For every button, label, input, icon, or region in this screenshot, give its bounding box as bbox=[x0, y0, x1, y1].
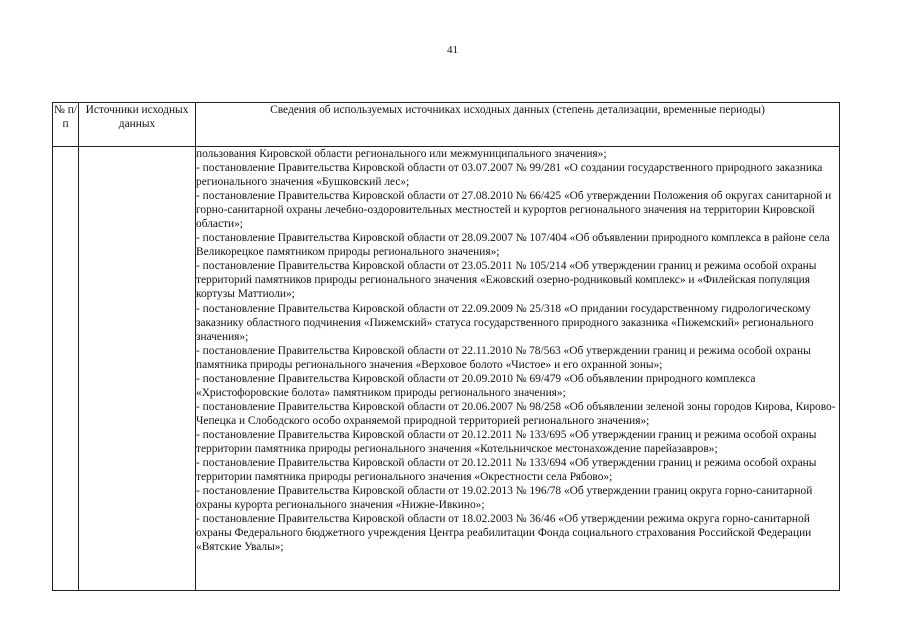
list-item: - постановление Правительства Кировской области от 20.09.2010 № 69/479 «Об объявлении природного комплекса «Христофоровские болота» памятником природы регионального значения»; bbox=[196, 372, 756, 399]
list-item: - постановление Правительства Кировской области от 20.06.2007 № 98/258 «Об объявлении зеленой зоны городов Кирова, Кирово-Чепецка и Слободского особо охраняемой природной территорией регионального значения»; bbox=[196, 400, 836, 427]
list-item: - постановление Правительства Кировской области от 27.08.2010 № 66/425 «Об утверждении Положения об округах санитарной и горно-санитарной охраны лечебно-оздоровительных местностей и курортов регионального значения на территории Кировской области»; bbox=[196, 190, 832, 231]
number-cell bbox=[53, 147, 79, 591]
list-item: - постановление Правительства Кировской области от 22.11.2010 № 78/563 «Об утверждении границ и режима особой охраны памятника природы регионального значения «Верховое болото «Чистое» и его охранной зоны»; bbox=[196, 344, 811, 371]
sources-cell bbox=[79, 147, 196, 591]
list-item: - постановление Правительства Кировской области от 22.09.2009 № 25/318 «О придании государственному гидрологическому заказнику областного подчинения «Пижемский» статуса государственного природного заказника «Пижемский» регионального значения»; bbox=[196, 302, 814, 343]
list-item: - постановление Правительства Кировской области от 20.12.2011 № 133/695 «Об утверждении границ и режима особой охраны территории памятника природы регионального значения «Котельничское местонахождение парейазавров»; bbox=[196, 428, 817, 455]
info-cell bbox=[196, 147, 840, 591]
list-item: - постановление Правительства Кировской области от 20.12.2011 № 133/694 «Об утверждении границ и режима особой охраны территории памятника природы регионального значения «Окрестности села Рябово»; bbox=[196, 457, 817, 484]
list-item: - постановление Правительства Кировской области от 28.09.2007 № 107/404 «Об объявлении природного комплекса в районе села Великорецкое памятником природы регионального значения»; bbox=[196, 232, 830, 259]
header-info: Сведения об используемых источниках исходных данных (степень детализации, временные периоды) bbox=[196, 103, 840, 147]
list-item: пользования Кировской области регионального или межмуниципального значения»; bbox=[196, 148, 607, 160]
table-row bbox=[53, 147, 840, 591]
list-item: - постановление Правительства Кировской области от 23.05.2011 № 105/214 «Об утверждении границ и режима особой охраны территорий памятников природы регионального значения «Ежовский озерно-родниковый комплекс» и «Филейская популяция кортузы Маттиоли»; bbox=[196, 260, 817, 301]
header-number: № п/п bbox=[53, 103, 79, 147]
list-item: - постановление Правительства Кировской области от 19.02.2013 № 196/78 «Об утверждении границ округа горно-санитарной охраны курорта регионального значения «Нижне-Ивкино»; bbox=[196, 485, 813, 512]
list-item: - постановление Правительства Кировской области от 03.07.2007 № 99/281 «О создании государственного природного заказника регионального значения «Бушковский лес»; bbox=[196, 162, 823, 189]
table-header-row bbox=[53, 103, 840, 147]
sources-table bbox=[52, 102, 840, 591]
list-item: - постановление Правительства Кировской области от 18.02.2003 № 36/46 «Об утверждении режима округа горно-санитарной охраны Федерального бюджетного учреждения Центра реабилитации Фонда социального страхования Российской Федерации «Вятские Увалы»; bbox=[196, 513, 812, 554]
page-number: 41 bbox=[447, 44, 458, 56]
header-sources: Источники исходных данных bbox=[79, 103, 196, 147]
